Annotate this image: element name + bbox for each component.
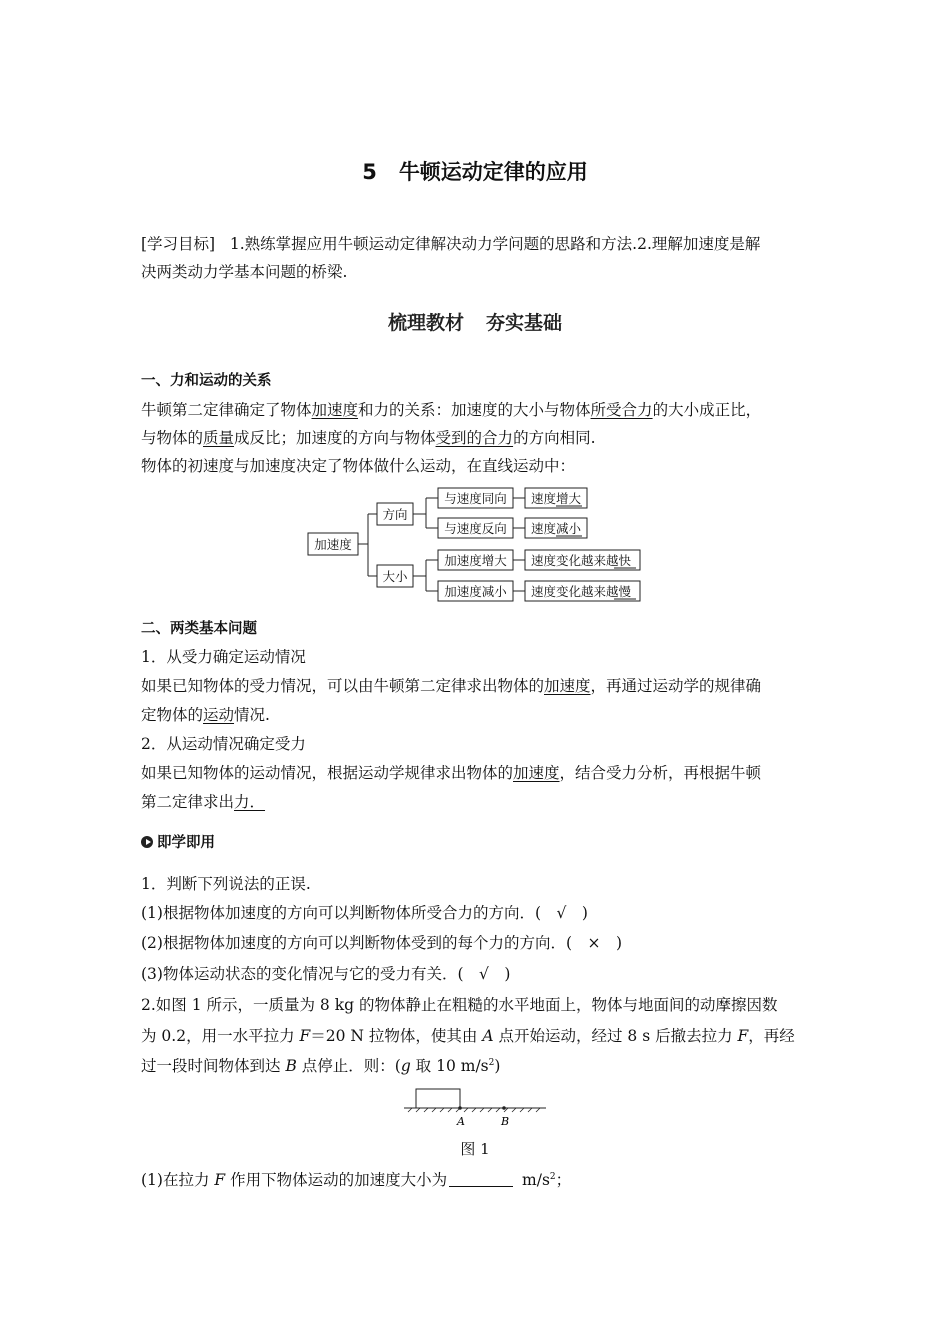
ground-hatching xyxy=(408,1108,540,1112)
section2-item2-line1 xyxy=(141,762,761,784)
text: 情况. xyxy=(234,706,270,724)
text: 为 0.2，用一水平拉力 xyxy=(141,1027,300,1045)
section2-item2-line2 xyxy=(141,791,265,813)
section1-paragraph-1 xyxy=(141,399,761,421)
section2-item2-title: 2．从运动情况确定受力 xyxy=(141,735,306,753)
text: (1)在拉力 xyxy=(141,1171,215,1189)
section-banner xyxy=(0,308,950,335)
text: 2 xyxy=(549,1172,556,1182)
title-number: 5 xyxy=(362,160,377,184)
question-1-2: (2)根据物体加速度的方向可以判断物体受到的每个力的方向．( × ) xyxy=(141,934,623,952)
text: F xyxy=(214,1171,226,1189)
text: ，结合受力分析，再根据牛顿 xyxy=(559,764,762,782)
objectives-label: [学习目标] xyxy=(141,235,216,253)
banner-part-1: 梳理教材 xyxy=(387,312,464,334)
page-title xyxy=(0,156,950,186)
label-B: B xyxy=(501,1115,510,1128)
question-2-line1: 2.如图 1 所示，一质量为 8 kg 的物体静止在粗糙的水平地面上，物体与地面间的动摩擦因数 xyxy=(141,996,778,1014)
text: 的方向相同. xyxy=(513,429,596,447)
text: 取 10 m/s xyxy=(410,1057,489,1075)
text: ) xyxy=(494,1057,501,1075)
question-1-3: (3)物体运动状态的变化情况与它的受力有关．( √ ) xyxy=(141,965,511,983)
node-magnitude: 大小 xyxy=(382,569,408,584)
block xyxy=(416,1089,460,1108)
blank-answer: 所受合力 xyxy=(590,401,653,419)
node-same-direction: 与速度同向 xyxy=(444,491,507,506)
section1-heading: 一、力和运动的关系 xyxy=(141,373,272,389)
text: 定物体的 xyxy=(141,706,204,724)
objectives-line-2: 决两类动力学基本问题的桥梁. xyxy=(141,263,348,281)
blank-answer: 力． xyxy=(234,793,266,811)
node-direction: 方向 xyxy=(382,507,408,522)
blank-answer: 质量 xyxy=(203,429,235,447)
objectives-line-1 xyxy=(141,233,760,255)
node-speed-up: 速度增大 xyxy=(531,491,582,506)
text: 成反比；加速度的方向与物体 xyxy=(234,429,436,447)
section2-item1-line2 xyxy=(141,704,270,726)
question-1-1: (1)根据物体加速度的方向可以判断物体所受合力的方向．( √ ) xyxy=(141,904,588,922)
blank-answer: 加速度 xyxy=(311,401,359,419)
question-2-line2 xyxy=(141,1025,795,1047)
label-A: A xyxy=(457,1115,465,1128)
text: ，再通过运动学的规律确 xyxy=(590,677,762,695)
question-2-line3 xyxy=(141,1055,500,1077)
point-B-marker xyxy=(502,1106,506,1110)
acceleration-concept-tree xyxy=(306,484,651,606)
sub-question-1 xyxy=(141,1169,571,1191)
figure-caption: 图 1 xyxy=(460,1140,490,1158)
text: 如果已知物体的受力情况，可以由牛顿第二定律求出物体的 xyxy=(141,677,545,695)
text: F xyxy=(737,1027,749,1045)
text: ； xyxy=(555,1171,572,1189)
text: m/s xyxy=(517,1171,550,1189)
text: 过一段时间物体到达 xyxy=(141,1057,286,1075)
section2-heading: 二、两类基本问题 xyxy=(141,621,257,637)
text: 如果已知物体的运动情况，根据运动学规律求出物体的 xyxy=(141,764,514,782)
text: 作用下物体运动的加速度大小为 xyxy=(225,1171,448,1189)
banner-part-2: 夯实基础 xyxy=(486,312,563,334)
node-slower: 速度变化越来越慢 xyxy=(531,584,632,599)
section1-paragraph-2 xyxy=(141,427,596,449)
text: 2 xyxy=(488,1058,495,1068)
answer-blank[interactable] xyxy=(449,1172,513,1187)
blank-answer: 受到的合力 xyxy=(435,429,514,447)
node-faster: 速度变化越来越快 xyxy=(531,553,632,568)
blank-answer: 加速度 xyxy=(513,764,560,782)
point-A-marker xyxy=(458,1106,462,1110)
text: 第二定律求出 xyxy=(141,793,235,811)
objectives-text-1: 1.熟练掌握应用牛顿运动定律解决动力学问题的思路和方法.2.理解加速度是解 xyxy=(229,235,761,253)
section2-item1-title: 1．从受力确定运动情况 xyxy=(141,648,306,666)
text: 即学即用 xyxy=(157,835,215,851)
node-speed-down: 速度减小 xyxy=(531,521,582,536)
node-acc-increase: 加速度增大 xyxy=(444,553,507,568)
text: 点开始运动，经过 8 s 后撤去拉力 xyxy=(493,1027,738,1045)
practice-heading xyxy=(141,832,215,854)
text: 与物体的 xyxy=(141,429,204,447)
node-opposite-direction: 与速度反向 xyxy=(444,521,507,536)
text: A xyxy=(482,1027,494,1045)
text: ，再经 xyxy=(748,1027,795,1045)
title-text: 牛顿运动定律的应用 xyxy=(398,160,588,184)
text: 牛顿第二定律确定了物体 xyxy=(141,401,312,419)
question-1: 1．判断下列说法的正误. xyxy=(141,875,311,893)
play-circle-icon xyxy=(141,836,153,848)
section1-paragraph-3: 物体的初速度与加速度决定了物体做什么运动，在直线运动中： xyxy=(141,457,576,475)
text: F xyxy=(299,1027,311,1045)
section2-item1-line1 xyxy=(141,675,761,697)
node-root: 加速度 xyxy=(314,537,352,552)
text: B xyxy=(285,1057,297,1075)
text: 点停止．则：( xyxy=(296,1057,401,1075)
node-acc-decrease: 加速度减小 xyxy=(444,584,507,599)
figure-1-block-on-ground xyxy=(404,1086,550,1130)
blank-answer: 加速度 xyxy=(544,677,591,695)
text: 的大小成正比， xyxy=(652,401,762,419)
text: ＝20 N 拉物体，使其由 xyxy=(310,1027,483,1045)
text: g xyxy=(400,1057,411,1075)
blank-answer: 运动 xyxy=(203,706,235,724)
text: 和力的关系：加速度的大小与物体 xyxy=(358,401,591,419)
